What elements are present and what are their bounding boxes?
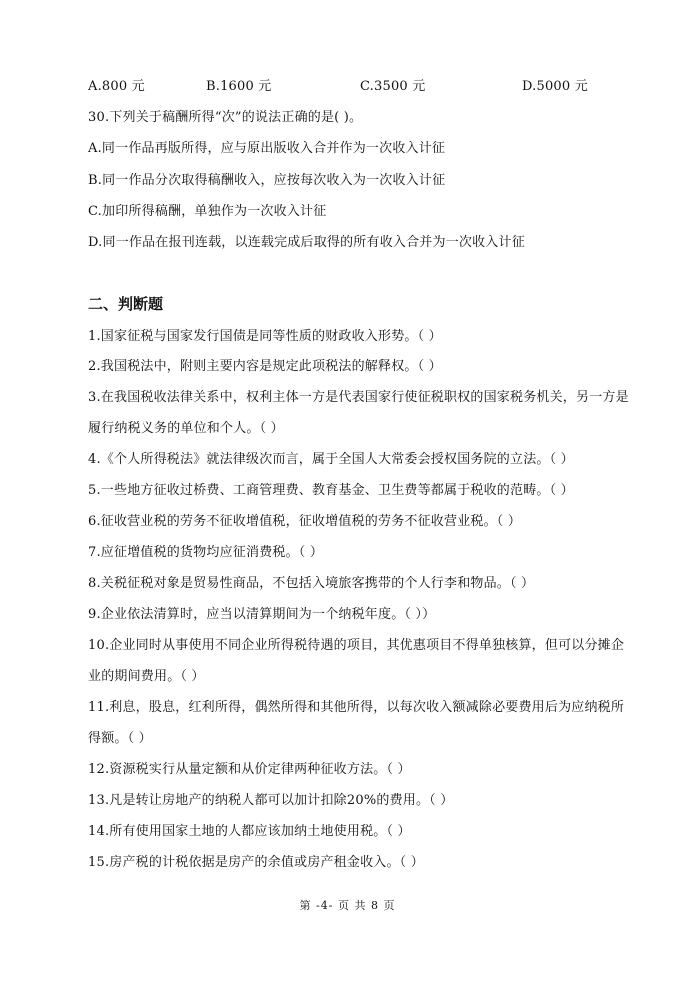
judgment-item-6: 6.征收营业税的劳务不征收增值税，征收增值税的劳务不征收营业税。（ ） xyxy=(88,514,522,529)
judgment-item-4: 4.《个人所得税法》就法律级次而言，属于全国人大常委会授权国务院的立法。（ ） xyxy=(88,452,574,467)
judgment-item-3-line1: 3.在我国税收法律关系中，权利主体一方是代表国家行使征税职权的国家税务机关，另一方是 xyxy=(88,390,629,405)
judgment-item-13: 13.凡是转让房地产的纳税人都可以加计扣除20%的费用。（ ） xyxy=(88,793,454,808)
judgment-item-5: 5.一些地方征收过桥费、工商管理费、教育基金、卫生费等都属于税收的范畴。（ ） xyxy=(88,483,574,498)
q30-option-b: B.同一作品分次取得稿酬收入，应按每次收入为一次收入计征 xyxy=(88,173,446,188)
judgment-item-10-line2: 业的期间费用。（ ） xyxy=(88,669,205,684)
judgment-item-11-line1: 11.利息，股息，红利所得，偶然所得和其他所得，以每次收入额减除必要费用后为应纳税所 xyxy=(88,700,625,715)
judgment-item-9: 9.企业依法清算时，应当以清算期间为一个纳税年度。（ ）） xyxy=(88,607,436,622)
q30-option-d: D.同一作品在报刊连载，以连载完成后取得的所有收入合并为一次收入计征 xyxy=(88,235,525,250)
q29-option-b: B.1600 元 xyxy=(206,79,272,94)
judgment-item-10-line1: 10.企业同时从事使用不同企业所得税待遇的项目，其优惠项目不得单独核算，但可以分摊企 xyxy=(88,638,625,653)
judgment-item-2: 2.我国税法中，附则主要内容是规定此项税法的解释权。（ ） xyxy=(88,359,442,374)
judgment-item-1: 1.国家征税与国家发行国债是同等性质的财政收入形势。（ ） xyxy=(88,329,442,344)
q29-option-a: A.800 元 xyxy=(88,79,145,94)
judgment-item-14: 14.所有使用国家土地的人都应该加纳土地使用税。（ ） xyxy=(88,824,411,839)
q30-option-c: C.加印所得稿酬，单独作为一次收入计征 xyxy=(88,204,327,219)
q30-stem: 30.下列关于稿酬所得“次”的说法正确的是( )。 xyxy=(88,110,363,125)
q30-option-a: A.同一作品再版所得，应与原出版收入合并作为一次收入计征 xyxy=(88,141,446,156)
judgment-item-7: 7.应征增值税的货物均应征消费税。（ ） xyxy=(88,545,324,560)
judgment-item-12: 12.资源税实行从量定额和从价定律两种征收方法。（ ） xyxy=(88,762,411,777)
judgment-item-11-line2: 得额。（ ） xyxy=(88,731,152,746)
q29-option-d: D.5000 元 xyxy=(522,79,588,94)
judgment-item-3-line2: 履行纳税义务的单位和个人。（ ） xyxy=(88,421,284,436)
judgment-item-15: 15.房产税的计税依据是房产的余值或房产租金收入。（ ） xyxy=(88,855,424,870)
q29-option-c: C.3500 元 xyxy=(360,79,426,94)
section-heading-judgment: 二、判断题 xyxy=(88,295,164,313)
judgment-item-8: 8.关税征税对象是贸易性商品，不包括入境旅客携带的个人行李和物品。（ ） xyxy=(88,576,535,591)
page-footer: 第 -4- 页 共 8 页 xyxy=(299,899,396,912)
